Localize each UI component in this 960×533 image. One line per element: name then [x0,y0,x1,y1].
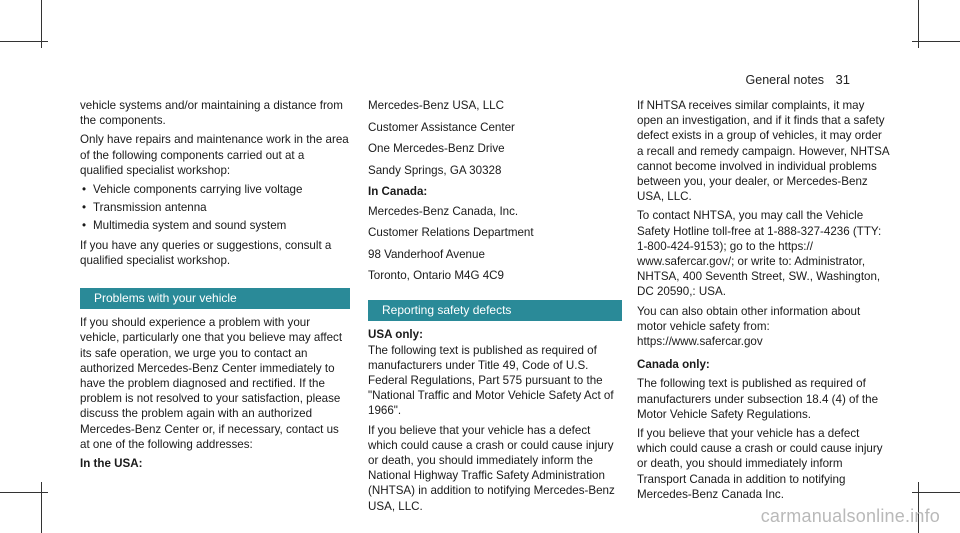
column-1 [80,98,350,475]
subheading: USA only: [368,328,423,341]
paragraph: If you believe that your vehicle has a defect which could cause a crash or could cause injury or death, you should immediately inform the National Highway Traffic Safety Administration (NHTSA) in addition to notifying Mercedes-Benz USA, LLC. [368,423,615,513]
page-number: 31 [835,72,850,87]
address-line: Customer Relations Department [368,226,534,239]
paragraph: If you should experience a problem with your vehicle, particularly one that you believe may affect its safe operation, we urge you to contact an authorized Mercedes-Benz Center immediately to have the problem diagnosed and rectified. If the problem is not resolved to your satisfaction, please discuss the problem again with an authorized Mercedes-Benz Center or, if necessary, contact us at one of the following addresses: [80,316,343,451]
crop-mark [41,482,42,533]
component-list [80,182,350,234]
paragraph: Only have repairs and maintenance work in the area of the following components carried out at a qualified specialist workshop: [80,133,349,177]
paragraph: If you believe that your vehicle has a defect which could cause a crash or could cause injury or death, you should immediately inform Transport Canada in addition to notifying Mercedes-Benz Canada Inc. [637,427,883,501]
list-item: • Transmission antenna [80,200,350,215]
page-header [746,72,850,87]
paragraph: To contact NHTSA, you may call the Vehicle Safety Hotline toll-free at 1-888-327-4236 (TTY: 1-800-424-9153); go to the https:// www.safercar.gov/; or write to: Administrator, NHTSA, 400 Seventh Street, SW., Washington, DC 20590,: USA. [637,209,882,299]
subheading: In the USA: [80,457,143,471]
watermark-link[interactable]: carmanualsonline.info [760,506,940,526]
section-title: General notes [745,73,825,87]
section-banner: Problems with your vehicle [80,288,350,309]
paragraph: If NHTSA receives similar complaints, it may open an investigation, and if it finds that a safety defect exists in a group of vehicles, it may order a recall and remedy campaign. However, NHTSA cannot become involved in individual problems between you, your dealer, or Mercedes-Benz USA, LLC. [637,99,889,204]
list-item: • Multimedia system and sound system [80,218,350,233]
address-line: Customer Assistance Center [368,120,515,134]
crop-mark [0,41,48,42]
crop-mark [912,41,960,42]
address-line: Sandy Springs, GA 30328 [368,163,502,177]
crop-mark [912,492,960,493]
paragraph: The following text is published as required of manufacturers under Title 49, Code of U.S. Federal Regulations, Part 575 pursuant to the "National Traffic and Motor Vehicle Safety Act of 1966". [368,343,614,418]
paragraph: vehicle systems and/or maintaining a distance from the components. [80,99,343,128]
address-line: 98 Vanderhoof Avenue [368,247,485,261]
address-line: One Mercedes-Benz Drive [368,142,505,155]
address-line: Mercedes-Benz USA, LLC [368,99,504,112]
column-3 [637,98,889,506]
paragraph: You can also obtain other information about motor vehicle safety from: https://www.safercar.gov [637,304,861,349]
paragraph: If you have any queries or suggestions, consult a qualified specialist workshop. [80,238,332,267]
subheading: In Canada: [368,185,428,198]
address-line: Mercedes-Benz Canada, Inc. [368,204,519,218]
address-line: Toronto, Ontario M4G 4C9 [368,269,504,282]
section-banner: Reporting safety defects [368,300,622,322]
list-item: • Vehicle components carrying live voltage [80,182,350,197]
subheading: Canada only: [637,358,710,372]
paragraph: The following text is published as required of manufacturers under subsection 18.4 (4) of the Motor Vehicle Safety Regulations. [637,377,879,421]
column-2 [368,98,622,520]
crop-mark [0,492,48,493]
